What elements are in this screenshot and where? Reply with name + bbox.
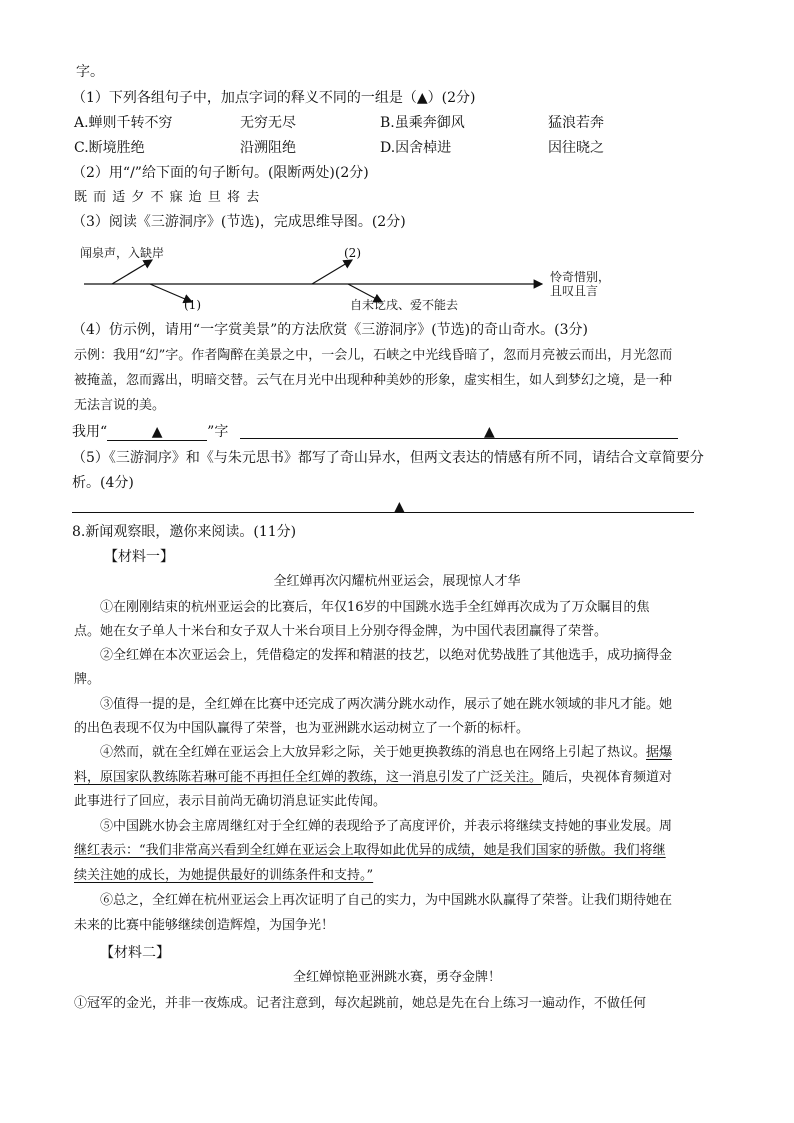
q5-stem-line-2: 析。(4分) (72, 475, 134, 491)
m1-para4-part-d: 随后，央视体育频道对 (542, 770, 673, 785)
q4-answer-suffix: ”字 (207, 424, 229, 440)
q4-answer-mark: ▲ (484, 424, 495, 440)
m1-line-1: ①在刚刚结束的杭州亚运会的比赛后，年仅16岁的中国跳水选手全红婵再次成为了万众瞩目的焦 (100, 600, 650, 615)
top-fragment: 字。 (76, 64, 104, 80)
m1-para4-underlined-b: 料，原国家队教练陈若琳可能不再担任全红婵的教练，这一消息引发了广泛关注。 (74, 770, 543, 785)
m1-para6-line-2: 未来的比赛中能够继续创造辉煌，为国争光！ (74, 918, 335, 933)
q4-example-line-3: 无法言说的美。 (74, 398, 166, 413)
q4-stem: （4）仿示例，请用“一字赏美景”的方法欣赏《三游洞序》(节选)的奇山奇水。(3分) (72, 322, 588, 338)
q1-option-b: B.虽乘奔御风 (380, 115, 465, 131)
q2-sentence: 既 而 适 夕 不 寐 迨 旦 将 去 (74, 190, 261, 205)
q8-stem: 8.新闻观察眼，邀你来阅读。(11分) (72, 524, 297, 540)
q1-option-a: A.蝉则千转不穷 (74, 115, 173, 131)
q4-example-line-1: 示例：我用“幻”字。作者陶醉在美景之中，一会儿，石峡之中光线昏暗了，忽而月亮被云而出，月光忽而 (74, 348, 673, 363)
m1-para5-line-3: 续关注她的成长，为她提供最好的训练条件和支持。” (74, 868, 374, 883)
q1-option-c-pair: 沿溯阻绝 (240, 140, 296, 156)
q4-answer-prefix: 我用“ (72, 424, 108, 440)
q1-option-a-pair: 无穷无尽 (240, 115, 296, 131)
material1-label: 【材料一】 (104, 549, 174, 565)
q3-node-2: (1) (184, 298, 201, 312)
q4-answer-line (72, 422, 228, 442)
m1-para5-line-2: 继红表示：“我们非常高兴看到全红婵在亚运会上取得如此优异的成绩，她是我们国家的骄傲。我们将继 (74, 843, 666, 858)
material1-title: 全红婵再次闪耀杭州亚运会，展现惊人才华 (273, 574, 521, 589)
material2-label: 【材料二】 (100, 945, 170, 961)
q3-stem: （3）阅读《三游洞序》(节选)，完成思维导图。(2分) (72, 214, 406, 230)
m1-line-5: ③值得一提的是，全红婵在比赛中还完成了两次满分跳水动作，展示了她在跳水领域的非凡才能。她 (100, 697, 673, 712)
q3-end-line-2: 且叹且言 (550, 284, 599, 298)
m2-line-1: ①冠军的金光，并非一夜炼成。记者注意到，每次起跳前，她总是先在台上练习一遍动作，不做任何 (74, 996, 647, 1011)
q3-mind-map (72, 236, 672, 312)
q1-option-d: D.因舍棹进 (380, 140, 452, 156)
m1-para4-part-a: ④然而，就在全红婵在亚运会上大放异彩之际，关于她更换教练的消息也在网络上引起了热议。 (100, 745, 647, 760)
q1-option-b-pair: 猛浪若奔 (548, 115, 604, 131)
q1-option-c: C.断境胜绝 (74, 140, 145, 156)
q5-stem-line-1: （5）《三游洞序》和《与朱元思书》都写了奇山异水，但两文表达的情感有所不同，请结合文章简要分 (72, 450, 704, 466)
q3-node-4: 自未讫戌、爱不能去 (350, 298, 459, 312)
q4-example-line-2: 被掩盖，忽而露出，明暗交替。云气在月光中出现种种美妙的形象，虚实相生，如人到梦幻之境，是一种 (74, 373, 673, 388)
m1-para4-line-2 (74, 768, 672, 788)
q5-answer-mark: ▲ (394, 499, 405, 515)
q3-branch-arrow-1 (112, 260, 152, 284)
m1-para5-line-1: ⑤中国跳水协会主席周继红对于全红婵的表现给予了高度评价，并表示将继续支持她的事业发展。周 (100, 819, 673, 834)
q1-stem: （1）下列各组句子中，加点字词的释义不同的一组是（▲）(2分) (72, 90, 476, 106)
q4-answer-rule[interactable] (240, 438, 678, 439)
m1-line-3: ②全红婵在本次亚运会上，凭借稳定的发挥和精湛的技艺，以绝对优势战胜了其他选手，成功摘得金 (100, 648, 673, 663)
q2-stem: （2）用“/”给下面的句子断句。(限断两处)(2分) (72, 165, 369, 181)
m1-para4-line-3: 此事进行了回应，表示目前尚无确切消息证实此传闻。 (74, 794, 387, 809)
q3-end-line-1: 怜奇惜别， (550, 270, 611, 284)
q3-branch-arrow-3 (312, 260, 352, 284)
q3-node-3: (2) (344, 246, 361, 260)
m1-line-6: 的出色表现不仅为中国队赢得了荣誉，也为亚洲跳水运动树立了一个新的标杆。 (74, 721, 530, 736)
m1-para4-underlined-a: 据爆 (646, 745, 673, 760)
q3-node-1: 闻泉声，入缺岸 (80, 246, 165, 260)
q4-answer-blank[interactable]: ▲ (107, 424, 207, 441)
m1-para4-line-1 (100, 743, 672, 763)
q5-answer-rule[interactable] (72, 512, 694, 513)
m1-para6-line-1: ⑥总之，全红婵在杭州亚运会上再次证明了自己的实力，为中国跳水队赢得了荣誉。让我们期待她在 (100, 893, 673, 908)
m1-line-2: 点。她在女子单人十米台和女子双人十米台项目上分别夺得金牌，为中国代表团赢得了荣誉。 (74, 624, 608, 639)
material2-title: 全红婵惊艳亚洲跳水赛，勇夺金牌！ (292, 970, 501, 985)
m1-line-4: 牌。 (74, 672, 101, 687)
q1-option-d-pair: 因往晓之 (548, 140, 604, 156)
